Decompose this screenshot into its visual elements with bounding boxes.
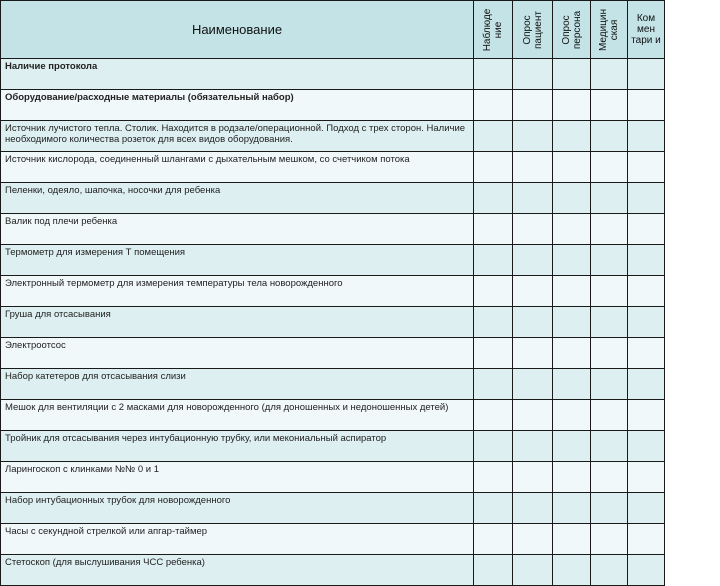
- observation-cell[interactable]: [474, 307, 513, 338]
- medical-record-cell[interactable]: [591, 369, 628, 400]
- patient-survey-cell[interactable]: [513, 121, 553, 152]
- header-patient-survey-label: Опрос пациент: [521, 10, 544, 49]
- staff-survey-cell[interactable]: [553, 307, 591, 338]
- medical-record-cell[interactable]: [591, 431, 628, 462]
- patient-survey-cell[interactable]: [513, 276, 553, 307]
- table-row: [1, 152, 665, 183]
- medical-record-cell[interactable]: [591, 214, 628, 245]
- table-row: [1, 524, 665, 555]
- row-label: Ларингоскоп с клинками №№ 0 и 1: [1, 462, 474, 493]
- staff-survey-cell[interactable]: [553, 524, 591, 555]
- patient-survey-cell[interactable]: [513, 152, 553, 183]
- row-label: Валик под плечи ребенка: [1, 214, 474, 245]
- comments-cell[interactable]: [628, 245, 665, 276]
- header-medical-record: [591, 1, 628, 59]
- staff-survey-cell[interactable]: [553, 183, 591, 214]
- comments-cell[interactable]: [628, 400, 665, 431]
- header-staff-survey: [553, 1, 591, 59]
- table-row: [1, 276, 665, 307]
- patient-survey-cell[interactable]: [513, 338, 553, 369]
- medical-record-cell[interactable]: [591, 276, 628, 307]
- row-label: Термометр для измерения Т помещения: [1, 245, 474, 276]
- medical-record-cell[interactable]: [591, 400, 628, 431]
- patient-survey-cell[interactable]: [513, 307, 553, 338]
- comments-cell[interactable]: [628, 214, 665, 245]
- patient-survey-cell[interactable]: [513, 245, 553, 276]
- comments-cell[interactable]: [628, 276, 665, 307]
- comments-cell[interactable]: [628, 90, 665, 121]
- row-label: Часы с секундной стрелкой или апгар-таймер: [1, 524, 474, 555]
- header-observation: [474, 1, 513, 59]
- patient-survey-cell[interactable]: [513, 183, 553, 214]
- table-row: [1, 59, 665, 90]
- medical-record-cell[interactable]: [591, 152, 628, 183]
- table-row: [1, 214, 665, 245]
- row-label: Мешок для вентиляции с 2 масками для новорожденного (для доношенных и недоношенных детей): [1, 400, 474, 431]
- row-label: Источник лучистого тепла. Столик. Находится в родзале/операционной. Подход с трех сторон. Наличие необходимого количества розеток для всех видов оборудования.: [1, 121, 474, 152]
- patient-survey-cell[interactable]: [513, 400, 553, 431]
- patient-survey-cell[interactable]: [513, 524, 553, 555]
- observation-cell[interactable]: [474, 369, 513, 400]
- staff-survey-cell[interactable]: [553, 462, 591, 493]
- patient-survey-cell[interactable]: [513, 214, 553, 245]
- table-row: [1, 493, 665, 524]
- table-row: [1, 462, 665, 493]
- observation-cell[interactable]: [474, 214, 513, 245]
- staff-survey-cell[interactable]: [553, 276, 591, 307]
- row-label: Набор катетеров для отсасывания слизи: [1, 369, 474, 400]
- medical-record-cell[interactable]: [591, 307, 628, 338]
- comments-cell[interactable]: [628, 59, 665, 90]
- header-name: Наименование: [1, 1, 474, 59]
- table-row: [1, 400, 665, 431]
- row-label: Электронный термометр для измерения температуры тела новорожденного: [1, 276, 474, 307]
- patient-survey-cell[interactable]: [513, 462, 553, 493]
- observation-cell[interactable]: [474, 493, 513, 524]
- table-row: [1, 555, 665, 586]
- header-row: [1, 1, 665, 59]
- observation-cell[interactable]: [474, 400, 513, 431]
- observation-cell[interactable]: [474, 338, 513, 369]
- observation-cell[interactable]: [474, 152, 513, 183]
- header-comments: Ком мен тари и: [628, 1, 665, 59]
- comments-cell[interactable]: [628, 183, 665, 214]
- row-label: Источник кислорода, соединенный шлангами с дыхательным мешком, со счетчиком потока: [1, 152, 474, 183]
- row-label: Набор интубационных трубок для новорожденного: [1, 493, 474, 524]
- comments-cell[interactable]: [628, 369, 665, 400]
- comments-cell[interactable]: [628, 462, 665, 493]
- medical-record-cell[interactable]: [591, 555, 628, 586]
- header-medical-record-label: Медицин ская: [598, 8, 620, 51]
- staff-survey-cell[interactable]: [553, 493, 591, 524]
- medical-record-cell[interactable]: [591, 338, 628, 369]
- comments-cell[interactable]: [628, 524, 665, 555]
- observation-cell[interactable]: [474, 555, 513, 586]
- header-staff-survey-label: Опрос персона: [560, 10, 583, 49]
- observation-cell[interactable]: [474, 121, 513, 152]
- patient-survey-cell[interactable]: [513, 369, 553, 400]
- row-label: Оборудование/расходные материалы (обязательный набор): [1, 90, 474, 121]
- table-row: [1, 369, 665, 400]
- staff-survey-cell[interactable]: [553, 555, 591, 586]
- medical-record-cell[interactable]: [591, 524, 628, 555]
- table-row: [1, 431, 665, 462]
- medical-record-cell[interactable]: [591, 462, 628, 493]
- comments-cell[interactable]: [628, 307, 665, 338]
- staff-survey-cell[interactable]: [553, 245, 591, 276]
- staff-survey-cell[interactable]: [553, 59, 591, 90]
- observation-cell[interactable]: [474, 462, 513, 493]
- staff-survey-cell[interactable]: [553, 338, 591, 369]
- observation-cell[interactable]: [474, 276, 513, 307]
- comments-cell[interactable]: [628, 431, 665, 462]
- comments-cell[interactable]: [628, 493, 665, 524]
- medical-record-cell[interactable]: [591, 183, 628, 214]
- staff-survey-cell[interactable]: [553, 152, 591, 183]
- row-label: Пеленки, одеяло, шапочка, носочки для ребенка: [1, 183, 474, 214]
- table-row: [1, 245, 665, 276]
- observation-cell[interactable]: [474, 183, 513, 214]
- comments-cell[interactable]: [628, 121, 665, 152]
- row-label: Груша для отсасывания: [1, 307, 474, 338]
- staff-survey-cell[interactable]: [553, 121, 591, 152]
- observation-cell[interactable]: [474, 90, 513, 121]
- row-label: Наличие протокола: [1, 59, 474, 90]
- row-label: Электроотсос: [1, 338, 474, 369]
- patient-survey-cell[interactable]: [513, 59, 553, 90]
- staff-survey-cell[interactable]: [553, 369, 591, 400]
- table-row: [1, 90, 665, 121]
- staff-survey-cell[interactable]: [553, 90, 591, 121]
- header-patient-survey: [513, 1, 553, 59]
- medical-record-cell[interactable]: [591, 90, 628, 121]
- patient-survey-cell[interactable]: [513, 555, 553, 586]
- table-row: [1, 121, 665, 152]
- medical-record-cell[interactable]: [591, 493, 628, 524]
- table-row: [1, 183, 665, 214]
- header-observation-label: Наблюде ние: [482, 8, 504, 51]
- medical-record-cell[interactable]: [591, 121, 628, 152]
- comments-cell[interactable]: [628, 338, 665, 369]
- medical-record-cell[interactable]: [591, 59, 628, 90]
- row-label: Стетоскоп (для выслушивания ЧСС ребенка): [1, 555, 474, 586]
- comments-cell[interactable]: [628, 152, 665, 183]
- observation-cell[interactable]: [474, 524, 513, 555]
- observation-cell[interactable]: [474, 59, 513, 90]
- table-row: [1, 338, 665, 369]
- row-label: Тройник для отсасывания через интубационную трубку, или мекониальный аспиратор: [1, 431, 474, 462]
- table-row: [1, 307, 665, 338]
- patient-survey-cell[interactable]: [513, 90, 553, 121]
- comments-cell[interactable]: [628, 555, 665, 586]
- staff-survey-cell[interactable]: [553, 431, 591, 462]
- staff-survey-cell[interactable]: [553, 400, 591, 431]
- patient-survey-cell[interactable]: [513, 493, 553, 524]
- medical-record-cell[interactable]: [591, 245, 628, 276]
- staff-survey-cell[interactable]: [553, 214, 591, 245]
- observation-cell[interactable]: [474, 431, 513, 462]
- patient-survey-cell[interactable]: [513, 431, 553, 462]
- observation-cell[interactable]: [474, 245, 513, 276]
